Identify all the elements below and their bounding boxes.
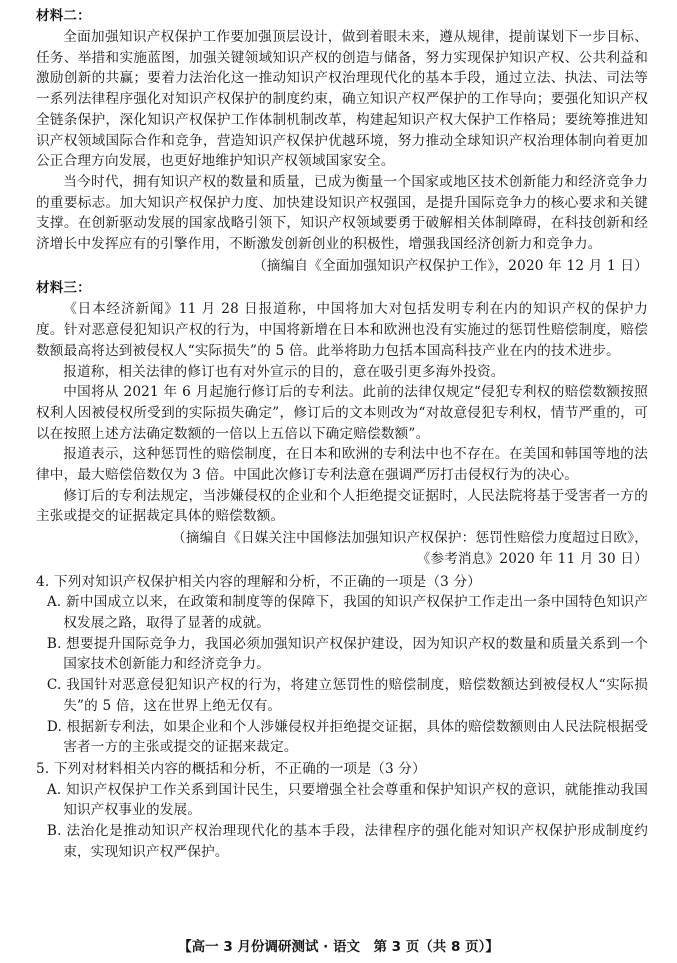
question-five-stem: 5. 下列对材料相关内容的概括和分析，不正确的一项是（3 分） (36, 760, 426, 777)
question-four-option-b: B. 想要提升国际竞争力，我国必须加强知识产权保护建设，因为知识产权的数量和质量关系到一个国家技术创新能力和经济竞争力。 (46, 635, 648, 673)
question-five-option-a: A. 知识产权保护工作关系到国计民生，只要增强全社会尊重和保护知识产权的意识，就能推动我国知识产权事业的发展。 (46, 781, 648, 819)
material-three-paragraph: 修订后的专利法规定，当涉嫌侵权的企业和个人拒绝提交证据时，人民法院将基于受害者一方的主张或提交的证据裁定具体的赔偿数额。 (36, 487, 648, 525)
material-two-paragraph: 当今时代，拥有知识产权的数量和质量，已成为衡量一个国家或地区技术创新能力和经济竞争力的重要标志。加大知识产权保护力度、加快建设知识产权强国，是提升国际竞争力的核心要求和关键支撑。在创新驱动发展的国家战略引领下，知识产权领域要勇于破解相关体制障碍，在科技创新和经济增长中发挥应有的引擎作用，不断激发创新创业的积极性，增强我国经济创新力和竞争力。 (36, 173, 648, 253)
material-two-heading: 材料二： (36, 8, 91, 24)
page-footer: 【高一 3 月份调研测试 · 语文 第 3 页（共 8 页）】 (178, 939, 499, 955)
material-three-paragraph: 报道称，相关法律的修订也有对外宣示的目的，意在吸引更多海外投资。 (63, 363, 505, 380)
question-four (36, 572, 648, 758)
material-three-source-cont: 《参考消息》2020 年 11 月 30 日） (416, 550, 648, 567)
material-three (36, 278, 648, 569)
question-five-option-b: B. 法治化是推动知识产权治理现代化的基本手段，法律程序的强化能对知识产权保护形成制度约束，实现知识产权严保护。 (46, 823, 648, 860)
material-two (36, 6, 648, 276)
material-three-paragraph: 报道表示，这种惩罚性的赔偿制度，在日本和欧洲的专利法中也不存在。在美国和韩国等地的法律中，最大赔偿倍数仅为 3 倍。中国此次修订专利法意在强调严厉打击侵权行为的决心。 (36, 446, 648, 484)
question-four-option-c: C. 我国针对恶意侵犯知识产权的行为，将建立惩罚性的赔偿制度，赔偿数额达到被侵权人“实际损失”的 5 倍，这在世界上绝无仅有。 (46, 677, 648, 714)
question-five (36, 759, 648, 863)
material-three-paragraph: 《日本经济新闻》11 月 28 日报道称，中国将加大对包括发明专利在内的知识产权的保护力度。针对恶意侵犯知识产权的行为，中国将新增在日本和欧洲也没有实施过的惩罚性赔偿制度，赔偿数额最高将达到被侵权人“实际损失”的 5 倍。此举将助力包括本国高科技产业在内的技术进步。 (36, 301, 648, 359)
question-four-option-a: A. 新中国成立以来，在政策和制度等的保障下，我国的知识产权保护工作走出一条中国特色知识产权发展之路，取得了显著的成就。 (46, 594, 648, 631)
material-two-source: （摘编自《全面加强知识产权保护工作》，2020 年 12 月 1 日） (252, 257, 648, 274)
material-three-source: （摘编自《日媒关注中国修法加强知识产权保护：惩罚性赔偿力度超过日欧》， (172, 530, 648, 547)
question-four-stem: 4. 下列对知识产权保护相关内容的理解和分析，不正确的一项是（3 分） (36, 573, 482, 590)
material-two-paragraph: 全面加强知识产权保护工作要加强顶层设计，做到着眼未来，遵从规律，提前谋划下一步目标、任务、举措和实施蓝图，加强关键领域知识产权的创造与储备，努力实现保护知识产权、公共利益和激励创新的共赢；要着力法治化这一推动知识产权治理现代化的基本手段，通过立法、执法、司法等一系列法律程序强化对知识产权保护的制度约束，确立知识产权严保护的工作导向；要强化知识产权全链条保护，深化知识产权保护工作体制机制改革，构建起知识产权大保护工作格局；要统筹推进知识产权领域国际合作和竞争，营造知识产权保护优越环境，努力推动全球知识产权治理体制向着更加公正合理方向发展，也更好地维护知识产权领域国家安全。 (36, 29, 648, 170)
exam-page (36, 6, 648, 862)
material-three-heading: 材料三： (36, 280, 91, 297)
material-three-paragraph: 中国将从 2021 年 6 月起施行修订后的专利法。此前的法律仅规定“侵犯专利权的赔偿数额按照权利人因被侵权所受到的实际损失确定”，修订后的文本则改为“对故意侵犯专利权，情节严重的，可以在按照上述方法确定数额的一倍以上五倍以下确定赔偿数额”。 (36, 384, 648, 442)
question-four-option-d: D. 根据新专利法，如果企业和个人涉嫌侵权并拒绝提交证据，具体的赔偿数额则由人民法院根据受害者一方的主张或提交的证据来裁定。 (46, 718, 648, 756)
